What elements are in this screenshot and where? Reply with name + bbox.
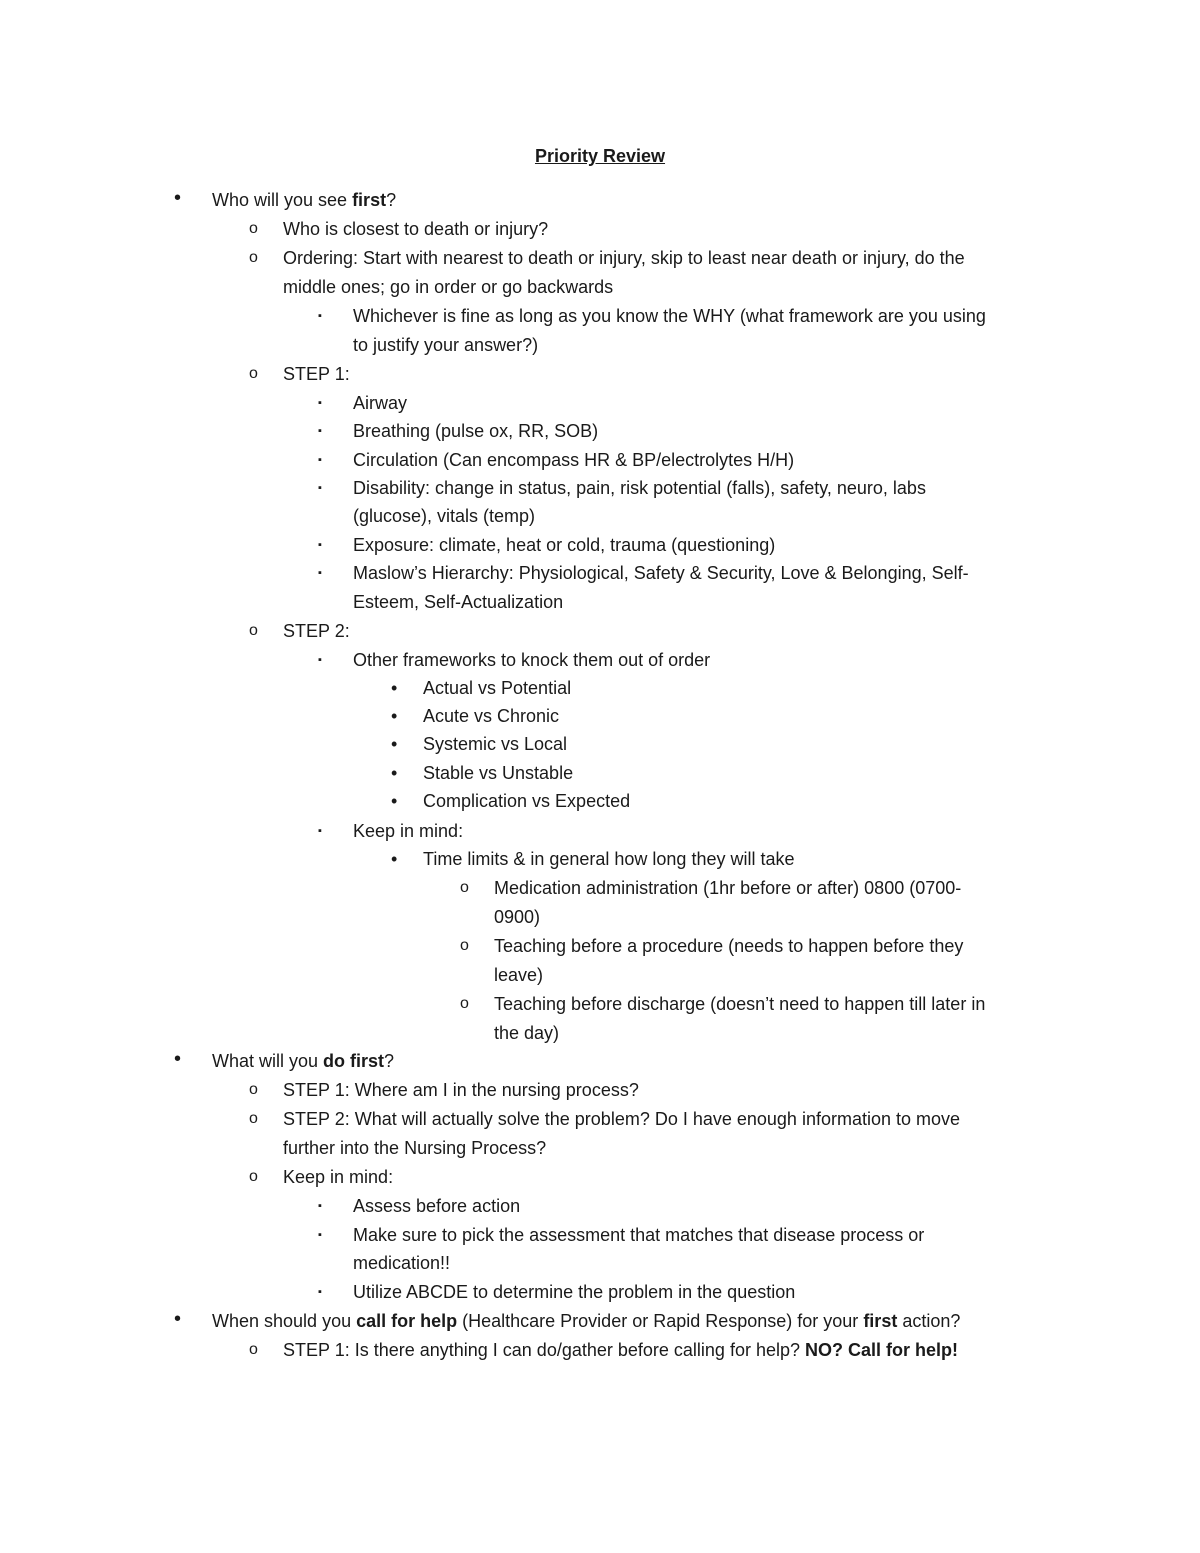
list-item-continued: middle ones; go in order or go backwards bbox=[283, 277, 614, 297]
circle-marker: o bbox=[249, 1341, 258, 1358]
square-marker: ▪ bbox=[318, 654, 322, 666]
circle-marker: o bbox=[249, 1168, 258, 1185]
bullet-marker: • bbox=[174, 187, 182, 209]
square-marker: ▪ bbox=[318, 567, 322, 579]
text-segment: (Healthcare Provider or Rapid Response) for your bbox=[457, 1311, 864, 1331]
square-marker: ▪ bbox=[318, 1286, 322, 1298]
question-who-see-first bbox=[212, 189, 396, 211]
bullet-marker: • bbox=[391, 678, 398, 698]
list-item: STEP 1: Where am I in the nursing process? bbox=[283, 1080, 639, 1100]
bullet-marker: • bbox=[391, 849, 398, 869]
question-call-for-help bbox=[212, 1310, 960, 1332]
bullet-marker: • bbox=[174, 1048, 182, 1070]
bold-segment: first bbox=[863, 1311, 898, 1331]
list-item-continued: Esteem, Self-Actualization bbox=[353, 592, 564, 612]
question-what-do-first bbox=[212, 1050, 394, 1072]
bullet-marker: • bbox=[391, 706, 398, 726]
list-item-continued: leave) bbox=[494, 965, 544, 985]
list-item: Whichever is fine as long as you know the WHY (what framework are you using bbox=[353, 306, 986, 326]
list-item: Keep in mind: bbox=[283, 1167, 394, 1187]
list-item: Systemic vs Local bbox=[423, 734, 568, 754]
bullet-marker: • bbox=[391, 791, 398, 811]
list-item: Stable vs Unstable bbox=[423, 763, 574, 783]
bold-segment: NO? Call for help! bbox=[805, 1340, 958, 1360]
circle-marker: o bbox=[249, 1110, 258, 1127]
bold-segment: first bbox=[352, 190, 387, 210]
text-segment: Who will you see bbox=[212, 190, 353, 210]
circle-marker: o bbox=[249, 249, 258, 266]
bold-segment: do first bbox=[323, 1051, 385, 1071]
list-item: Time limits & in general how long they will take bbox=[423, 849, 795, 869]
bold-segment: call for help bbox=[356, 1311, 458, 1331]
list-item: Complication vs Expected bbox=[423, 791, 631, 811]
bullet-marker: • bbox=[391, 763, 398, 783]
list-item: Utilize ABCDE to determine the problem in the question bbox=[353, 1282, 796, 1302]
square-marker: ▪ bbox=[318, 825, 322, 837]
list-item bbox=[283, 1339, 958, 1361]
list-item: Who is closest to death or injury? bbox=[283, 219, 549, 239]
circle-marker: o bbox=[460, 879, 469, 896]
square-marker: ▪ bbox=[318, 1200, 322, 1212]
bullet-marker: • bbox=[174, 1308, 182, 1330]
circle-marker: o bbox=[249, 622, 258, 639]
circle-marker: o bbox=[460, 937, 469, 954]
list-item-continued: (glucose), vitals (temp) bbox=[353, 506, 536, 526]
list-item: Make sure to pick the assessment that matches that disease process or bbox=[353, 1225, 925, 1245]
text-segment: When should you bbox=[212, 1311, 357, 1331]
list-item: Disability: change in status, pain, risk potential (falls), safety, neuro, labs bbox=[353, 478, 926, 498]
square-marker: ▪ bbox=[318, 397, 322, 409]
circle-marker: o bbox=[249, 220, 258, 237]
list-item-continued: medication!! bbox=[353, 1253, 451, 1273]
list-item-continued: further into the Nursing Process? bbox=[283, 1138, 547, 1158]
circle-marker: o bbox=[249, 1081, 258, 1098]
text-segment: ? bbox=[386, 190, 397, 210]
list-item-continued: 0900) bbox=[494, 907, 541, 927]
text-segment: ? bbox=[384, 1051, 395, 1071]
square-marker: ▪ bbox=[318, 539, 322, 551]
list-item: Actual vs Potential bbox=[423, 678, 572, 698]
text-segment: action? bbox=[897, 1311, 961, 1331]
square-marker: ▪ bbox=[318, 310, 322, 322]
square-marker: ▪ bbox=[318, 482, 322, 494]
square-marker: ▪ bbox=[318, 425, 322, 437]
square-marker: ▪ bbox=[318, 1229, 322, 1241]
list-item: Keep in mind: bbox=[353, 821, 464, 841]
list-item: Other frameworks to knock them out of order bbox=[353, 650, 711, 670]
square-marker: ▪ bbox=[318, 454, 322, 466]
text-segment: What will you bbox=[212, 1051, 324, 1071]
list-item: Acute vs Chronic bbox=[423, 706, 560, 726]
list-item: Maslow’s Hierarchy: Physiological, Safety & Security, Love & Belonging, Self- bbox=[353, 563, 969, 583]
list-item: Ordering: Start with nearest to death or injury, skip to least near death or injury, do the bbox=[283, 248, 965, 268]
list-item-continued: the day) bbox=[494, 1023, 560, 1043]
list-item-continued: to justify your answer?) bbox=[353, 335, 539, 355]
document-title: Priority Review bbox=[534, 146, 666, 166]
step-heading: STEP 1: bbox=[283, 364, 350, 384]
list-item: Circulation (Can encompass HR & BP/electrolytes H/H) bbox=[353, 450, 795, 470]
list-item: Teaching before discharge (doesn’t need to happen till later in bbox=[494, 994, 986, 1014]
circle-marker: o bbox=[460, 995, 469, 1012]
list-item: Teaching before a procedure (needs to happen before they bbox=[494, 936, 964, 956]
circle-marker: o bbox=[249, 365, 258, 382]
list-item: Assess before action bbox=[353, 1196, 521, 1216]
list-item: Airway bbox=[353, 393, 408, 413]
list-item: STEP 2: What will actually solve the problem? Do I have enough information to move bbox=[283, 1109, 961, 1129]
list-item: Exposure: climate, heat or cold, trauma (questioning) bbox=[353, 535, 776, 555]
bullet-marker: • bbox=[391, 734, 398, 754]
list-item: Medication administration (1hr before or after) 0800 (0700- bbox=[494, 878, 962, 898]
text-segment: STEP 1: Is there anything I can do/gather before calling for help? bbox=[283, 1340, 805, 1360]
list-item: Breathing (pulse ox, RR, SOB) bbox=[353, 421, 599, 441]
step-heading: STEP 2: bbox=[283, 621, 350, 641]
